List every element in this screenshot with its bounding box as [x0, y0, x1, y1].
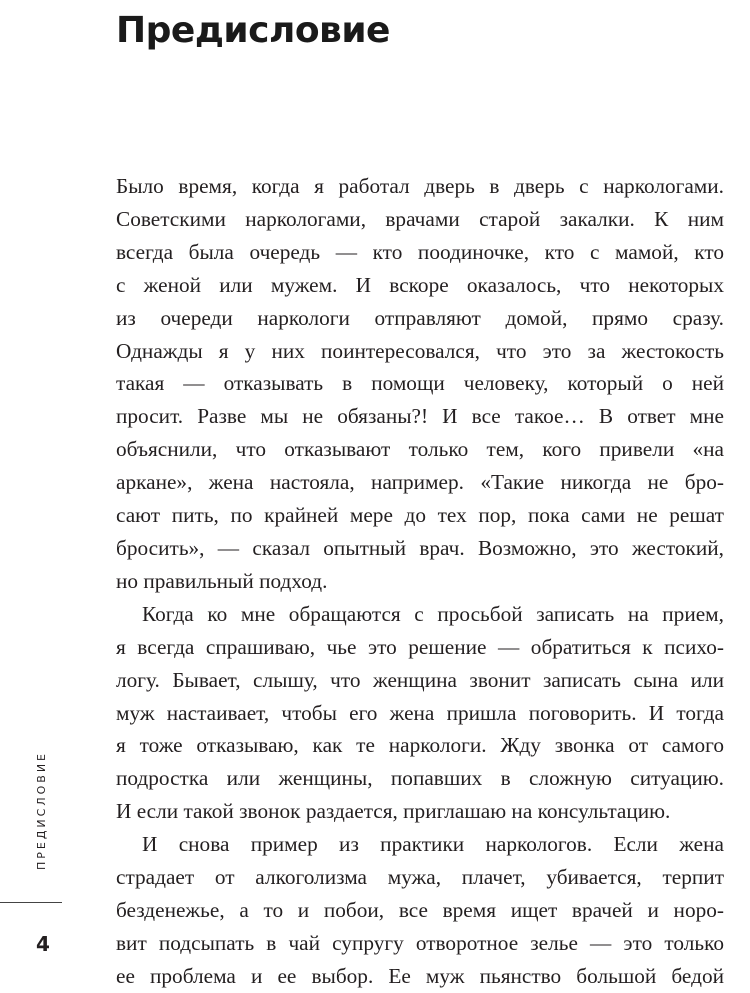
text-line: подростка или женщины, попавших в сложную ситуацию.	[116, 766, 724, 791]
text-line: всегда была очередь — кто поодиночке, кто с мамой, кто	[116, 239, 724, 264]
text-line: безденежье, а то и побои, все время ищет врачей и норо-	[116, 897, 724, 922]
text-line: я всегда спрашиваю, чье это решение — обратиться к психо-	[116, 634, 724, 659]
margin-divider	[0, 902, 62, 903]
page-number: 4	[36, 932, 50, 956]
text-line: бросить», — сказал опытный врач. Возможно, это жестокий,	[116, 535, 724, 560]
text-line: сают пить, по крайней мере до тех пор, пока сами не решат	[116, 503, 724, 528]
text-line: И снова пример из практики наркологов. Если жена	[142, 832, 724, 857]
text-line: Советскими наркологами, врачами старой закалки. К ним	[116, 206, 724, 231]
text-line: Было время, когда я работал дверь в дверь с наркологами.	[116, 174, 724, 198]
running-head-label: ПРЕДИСЛОВИЕ	[34, 751, 48, 871]
text-line: но правильный подход.	[116, 568, 328, 593]
chapter-title: Предисловие	[116, 10, 390, 51]
text-line: аркане», жена настояла, например. «Такие никогда не бро-	[116, 470, 724, 495]
text-line: Однажды я у них поинтересовался, что это за жестокость	[116, 338, 724, 363]
text-line: я тоже отказываю, как те наркологи. Жду звонка от самого	[116, 733, 724, 758]
text-line: из очереди наркологи отправляют домой, прямо сразу.	[116, 305, 724, 330]
text-line: вит подсыпать в чай супругу отворотное зелье — это только	[116, 930, 724, 955]
text-line: страдает от алкоголизма мужа, плачет, убивается, терпит	[116, 865, 724, 890]
text-line: И если такой звонок раздается, приглашаю на консультацию.	[116, 799, 671, 824]
text-line: объяснили, что отказывают только тем, кого привели «на	[116, 437, 724, 462]
body-text	[116, 170, 724, 993]
running-head	[30, 743, 52, 879]
text-line: Когда ко мне обращаются с просьбой записать на прием,	[142, 601, 724, 626]
text-line: такая — отказывать в помощи человеку, который о ней	[116, 371, 724, 396]
text-line: ее проблема и ее выбор. Ее муж пьянство большой бедой	[116, 963, 724, 988]
text-line: просит. Разве мы не обязаны?! И все такое… В ответ мне	[116, 404, 724, 429]
text-line: с женой или мужем. И вскоре оказалось, что некоторых	[116, 272, 724, 297]
text-line: логу. Бывает, слышу, что женщина звонит записать сына или	[116, 667, 724, 692]
text-line: муж настаивает, чтобы его жена пришла поговорить. И тогда	[116, 700, 724, 725]
